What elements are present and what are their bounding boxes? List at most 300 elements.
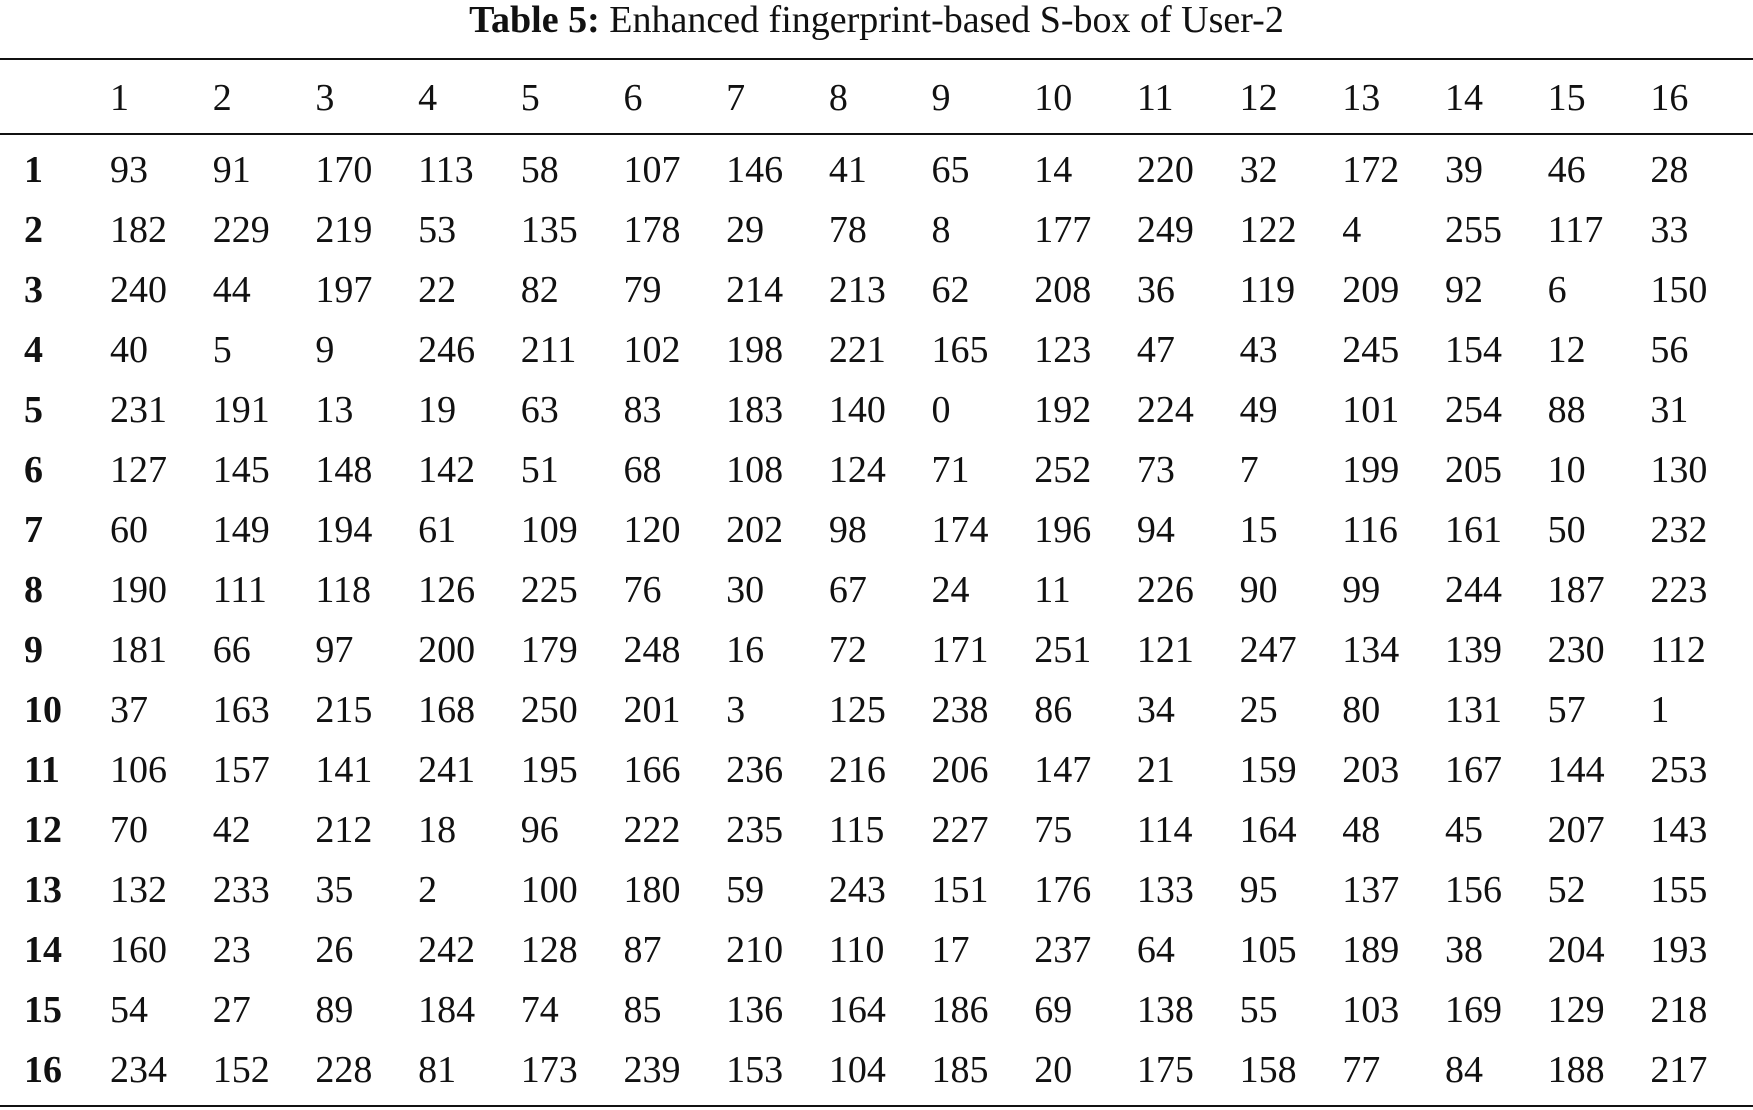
table-cell: 222 — [623, 809, 681, 851]
table-cell: 50 — [1547, 509, 1586, 551]
table-cell: 67 — [828, 569, 867, 611]
table-row — [0, 920, 1753, 980]
table-cell: 117 — [1547, 209, 1604, 251]
table-cell: 120 — [623, 509, 681, 551]
table-cell: 188 — [1547, 1049, 1605, 1091]
table-cell: 112 — [1650, 629, 1706, 671]
table-cell: 66 — [212, 629, 251, 671]
table-cell: 62 — [931, 269, 970, 311]
table-cell: 109 — [520, 509, 578, 551]
table-cell: 12 — [1547, 329, 1586, 371]
table-cell: 202 — [726, 509, 784, 551]
table-cell: 241 — [418, 749, 476, 791]
table-cell: 179 — [520, 629, 578, 671]
table-cell: 239 — [623, 1049, 681, 1091]
table-cell: 150 — [1650, 269, 1708, 311]
table-cell: 73 — [1136, 449, 1175, 491]
table-cell: 149 — [212, 509, 270, 551]
table-cell: 181 — [110, 629, 167, 671]
table-cell: 111 — [212, 569, 267, 611]
table-row — [0, 740, 1753, 800]
column-header: 7 — [726, 77, 746, 119]
column-header-table — [0, 61, 1753, 135]
table-cell: 68 — [623, 449, 662, 491]
table-cell: 106 — [110, 749, 167, 791]
table-cell: 22 — [418, 269, 457, 311]
table-cell: 207 — [1547, 809, 1605, 851]
table-cell: 96 — [520, 809, 559, 851]
table-cell: 55 — [1239, 989, 1278, 1031]
table-row — [0, 560, 1753, 620]
table-cell: 1 — [1650, 689, 1670, 731]
table-cell: 74 — [520, 989, 559, 1031]
table-cell: 228 — [315, 1049, 373, 1091]
table-cell: 178 — [623, 209, 681, 251]
table-cell: 103 — [1342, 989, 1400, 1031]
table-cell: 61 — [418, 509, 457, 551]
table-cell: 213 — [828, 269, 886, 311]
table-cell: 247 — [1239, 629, 1297, 671]
row-header: 12 — [24, 809, 62, 851]
row-header: 4 — [24, 329, 43, 371]
table-cell: 197 — [315, 269, 373, 311]
row-header: 1 — [24, 149, 43, 191]
table-cell: 37 — [110, 689, 148, 731]
table-cell: 209 — [1342, 269, 1400, 311]
table-cell: 147 — [1034, 749, 1092, 791]
row-header: 10 — [24, 689, 62, 731]
row-header: 8 — [24, 569, 43, 611]
table-cell: 100 — [520, 869, 578, 911]
table-cell: 255 — [1444, 209, 1502, 251]
top-rule — [0, 58, 1753, 60]
table-cell: 4 — [1342, 209, 1362, 251]
column-header: 14 — [1444, 77, 1483, 119]
table-cell: 35 — [315, 869, 354, 911]
table-cell: 63 — [520, 389, 559, 431]
table-cell: 224 — [1136, 389, 1194, 431]
caption-text: Enhanced fingerprint-based S-box of User-2 — [609, 0, 1284, 41]
table-cell: 251 — [1034, 629, 1092, 671]
table-cell: 200 — [418, 629, 476, 671]
table-cell: 56 — [1650, 329, 1689, 371]
row-header: 9 — [24, 629, 43, 671]
table-row — [0, 500, 1753, 560]
table-cell: 69 — [1034, 989, 1073, 1031]
table-cell: 170 — [315, 149, 373, 191]
table-cell: 229 — [212, 209, 270, 251]
table-row — [0, 620, 1753, 680]
table-cell: 94 — [1136, 509, 1175, 551]
table-cell: 198 — [726, 329, 784, 371]
column-header: 1 — [110, 77, 129, 119]
table-cell: 193 — [1650, 929, 1708, 971]
table-cell: 196 — [1034, 509, 1092, 551]
table-cell: 49 — [1239, 389, 1278, 431]
table-cell: 83 — [623, 389, 662, 431]
row-header: 16 — [24, 1049, 62, 1091]
table-cell: 172 — [1342, 149, 1400, 191]
table-cell: 8 — [931, 209, 951, 251]
table-cell: 65 — [931, 149, 970, 191]
table-cell: 52 — [1547, 869, 1586, 911]
table-row — [0, 380, 1753, 440]
table-cell: 124 — [828, 449, 886, 491]
table-cell: 32 — [1239, 149, 1278, 191]
table-cell: 199 — [1342, 449, 1400, 491]
bottom-rule — [0, 1105, 1753, 1107]
table-cell: 34 — [1136, 689, 1175, 731]
table-row — [0, 320, 1753, 380]
table-cell: 93 — [110, 149, 148, 191]
table-cell: 155 — [1650, 869, 1708, 911]
table-cell: 23 — [212, 929, 251, 971]
table-cell: 254 — [1444, 389, 1502, 431]
column-header: 10 — [1034, 77, 1073, 119]
table-cell: 10 — [1547, 449, 1586, 491]
table-cell: 183 — [726, 389, 784, 431]
table-cell: 192 — [1034, 389, 1092, 431]
table-cell: 236 — [726, 749, 784, 791]
table-cell: 45 — [1444, 809, 1483, 851]
table-row — [0, 680, 1753, 740]
table-row — [0, 860, 1753, 920]
table-cell: 101 — [1342, 389, 1400, 431]
table-cell: 78 — [828, 209, 867, 251]
table-cell: 98 — [828, 509, 867, 551]
table-cell: 47 — [1136, 329, 1175, 371]
table-cell: 90 — [1239, 569, 1278, 611]
table-row — [0, 1040, 1753, 1100]
table-cell: 136 — [726, 989, 784, 1031]
table-cell: 64 — [1136, 929, 1175, 971]
table-cell: 119 — [1239, 269, 1296, 311]
table-cell: 86 — [1034, 689, 1073, 731]
row-header: 2 — [24, 209, 43, 251]
table-cell: 91 — [212, 149, 251, 191]
table-cell: 234 — [110, 1049, 167, 1091]
table-row — [0, 980, 1753, 1040]
table-cell: 97 — [315, 629, 354, 671]
table-cell: 145 — [212, 449, 270, 491]
table-cell: 25 — [1239, 689, 1278, 731]
table-cell: 211 — [520, 329, 577, 371]
table-cell: 169 — [1444, 989, 1502, 1031]
table-cell: 88 — [1547, 389, 1586, 431]
table-cell: 114 — [1136, 809, 1193, 851]
caption-label: Table 5: — [469, 0, 600, 41]
table-cell: 130 — [1650, 449, 1708, 491]
table-cell: 53 — [418, 209, 457, 251]
column-header: 6 — [623, 77, 643, 119]
table-cell: 140 — [828, 389, 886, 431]
table-cell: 144 — [1547, 749, 1605, 791]
table-cell: 84 — [1444, 1049, 1483, 1091]
table-cell: 249 — [1136, 209, 1194, 251]
table-cell: 15 — [1239, 509, 1278, 551]
table-cell: 42 — [212, 809, 251, 851]
table-cell: 16 — [726, 629, 765, 671]
table-cell: 235 — [726, 809, 784, 851]
table-cell: 70 — [110, 809, 148, 851]
table-cell: 79 — [623, 269, 662, 311]
table-cell: 201 — [623, 689, 681, 731]
table-cell: 129 — [1547, 989, 1605, 1031]
table-cell: 44 — [212, 269, 251, 311]
table-cell: 127 — [110, 449, 167, 491]
column-header: 15 — [1547, 77, 1586, 119]
table-cell: 131 — [1444, 689, 1502, 731]
table-caption — [0, 0, 1753, 40]
table-cell: 186 — [931, 989, 989, 1031]
table-cell: 216 — [828, 749, 886, 791]
column-header-row — [0, 61, 1753, 135]
table-cell: 165 — [931, 329, 989, 371]
table-cell: 85 — [623, 989, 662, 1031]
table-cell: 137 — [1342, 869, 1400, 911]
table-cell: 219 — [315, 209, 373, 251]
table-cell: 102 — [623, 329, 681, 371]
table-cell: 18 — [418, 809, 457, 851]
table-cell: 157 — [212, 749, 270, 791]
row-header: 13 — [24, 869, 62, 911]
column-header: 13 — [1342, 77, 1381, 119]
table-cell: 24 — [931, 569, 970, 611]
table-cell: 205 — [1444, 449, 1502, 491]
table-cell: 75 — [1034, 809, 1073, 851]
table-cell: 0 — [931, 389, 951, 431]
table-cell: 71 — [931, 449, 970, 491]
table-cell: 240 — [110, 269, 167, 311]
table-cell: 152 — [212, 1049, 270, 1091]
table-cell: 121 — [1136, 629, 1194, 671]
table-cell: 142 — [418, 449, 476, 491]
table-cell: 128 — [520, 929, 578, 971]
table-cell: 7 — [1239, 449, 1259, 491]
table-cell: 185 — [931, 1049, 989, 1091]
table-cell: 233 — [212, 869, 270, 911]
table-cell: 9 — [315, 329, 335, 371]
table-cell: 168 — [418, 689, 476, 731]
table-cell: 180 — [623, 869, 681, 911]
table-cell: 208 — [1034, 269, 1092, 311]
table-cell: 6 — [1547, 269, 1567, 311]
column-header: 4 — [418, 77, 438, 119]
table-cell: 5 — [212, 329, 232, 371]
table-cell: 30 — [726, 569, 765, 611]
table-cell: 105 — [1239, 929, 1297, 971]
table-cell: 77 — [1342, 1049, 1381, 1091]
table-row — [0, 140, 1753, 200]
table-cell: 115 — [828, 809, 885, 851]
table-cell: 58 — [520, 149, 559, 191]
table-cell: 80 — [1342, 689, 1381, 731]
table-cell: 174 — [931, 509, 989, 551]
table-cell: 182 — [110, 209, 167, 251]
table-cell: 141 — [315, 749, 373, 791]
table-cell: 243 — [828, 869, 886, 911]
table-cell: 107 — [623, 149, 681, 191]
table-cell: 210 — [726, 929, 784, 971]
row-header: 3 — [24, 269, 43, 311]
table-cell: 215 — [315, 689, 373, 731]
column-header: 3 — [315, 77, 335, 119]
table-cell: 190 — [110, 569, 167, 611]
column-header: 12 — [1239, 77, 1278, 119]
table-cell: 195 — [520, 749, 578, 791]
row-header: 5 — [24, 389, 43, 431]
table-cell: 151 — [931, 869, 989, 911]
column-header: 9 — [931, 77, 951, 119]
table-cell: 125 — [828, 689, 886, 731]
table-cell: 33 — [1650, 209, 1689, 251]
table-cell: 220 — [1136, 149, 1194, 191]
table-cell: 177 — [1034, 209, 1092, 251]
table-cell: 252 — [1034, 449, 1092, 491]
table-cell: 14 — [1034, 149, 1073, 191]
table-cell: 72 — [828, 629, 867, 671]
table-cell: 161 — [1444, 509, 1502, 551]
table-cell: 133 — [1136, 869, 1194, 911]
table-cell: 223 — [1650, 569, 1708, 611]
table-cell: 99 — [1342, 569, 1381, 611]
table-cell: 139 — [1444, 629, 1502, 671]
table-cell: 159 — [1239, 749, 1297, 791]
column-header: 2 — [212, 77, 232, 119]
header-rule — [0, 133, 1753, 135]
table-cell: 250 — [520, 689, 578, 731]
table-cell: 184 — [418, 989, 476, 1031]
table-cell: 146 — [726, 149, 784, 191]
table-cell: 59 — [726, 869, 765, 911]
table-cell: 245 — [1342, 329, 1400, 371]
table-cell: 218 — [1650, 989, 1708, 1031]
corner-cell — [0, 61, 110, 135]
table-cell: 166 — [623, 749, 681, 791]
table-cell: 164 — [828, 989, 886, 1031]
table-cell: 176 — [1034, 869, 1092, 911]
table-cell: 132 — [110, 869, 167, 911]
table-row — [0, 440, 1753, 500]
table-row — [0, 800, 1753, 860]
row-header: 15 — [24, 989, 62, 1031]
table-cell: 31 — [1650, 389, 1689, 431]
table-cell: 17 — [931, 929, 970, 971]
table-cell: 173 — [520, 1049, 578, 1091]
table-cell: 167 — [1444, 749, 1502, 791]
table-cell: 191 — [212, 389, 270, 431]
table-cell: 27 — [212, 989, 251, 1031]
table-cell: 51 — [520, 449, 559, 491]
table-cell: 253 — [1650, 749, 1708, 791]
column-header: 8 — [828, 77, 848, 119]
table-cell: 248 — [623, 629, 681, 671]
table-cell: 238 — [931, 689, 989, 731]
table-cell: 95 — [1239, 869, 1278, 911]
table-cell: 135 — [520, 209, 578, 251]
table-cell: 153 — [726, 1049, 784, 1091]
table-cell: 54 — [110, 989, 148, 1031]
table-cell: 227 — [931, 809, 989, 851]
row-header: 6 — [24, 449, 43, 491]
table-cell: 126 — [418, 569, 476, 611]
table-cell: 230 — [1547, 629, 1605, 671]
table-cell: 13 — [315, 389, 354, 431]
table-cell: 104 — [828, 1049, 886, 1091]
table-cell: 21 — [1136, 749, 1175, 791]
table-cell: 246 — [418, 329, 476, 371]
table-cell: 148 — [315, 449, 373, 491]
table-cell: 110 — [828, 929, 885, 971]
table-cell: 89 — [315, 989, 354, 1031]
table-cell: 204 — [1547, 929, 1605, 971]
table-cell: 138 — [1136, 989, 1194, 1031]
table-cell: 57 — [1547, 689, 1586, 731]
table-cell: 123 — [1034, 329, 1092, 371]
table-cell: 41 — [828, 149, 867, 191]
table-cell: 26 — [315, 929, 354, 971]
table-cell: 237 — [1034, 929, 1092, 971]
table-cell: 39 — [1444, 149, 1483, 191]
table-cell: 214 — [726, 269, 784, 311]
table-cell: 221 — [828, 329, 886, 371]
column-header: 16 — [1650, 77, 1689, 119]
table-cell: 154 — [1444, 329, 1502, 371]
table-cell: 187 — [1547, 569, 1605, 611]
table-cell: 38 — [1444, 929, 1483, 971]
table-cell: 113 — [418, 149, 474, 191]
table-cell: 108 — [726, 449, 784, 491]
table-cell: 156 — [1444, 869, 1502, 911]
table-cell: 36 — [1136, 269, 1175, 311]
table-cell: 28 — [1650, 149, 1689, 191]
table-cell: 92 — [1444, 269, 1483, 311]
table-cell: 143 — [1650, 809, 1708, 851]
table-cell: 81 — [418, 1049, 457, 1091]
table-cell: 163 — [212, 689, 270, 731]
table-cell: 118 — [315, 569, 371, 611]
table-cell: 158 — [1239, 1049, 1297, 1091]
table-cell: 2 — [418, 869, 438, 911]
row-header: 14 — [24, 929, 62, 971]
table-cell: 226 — [1136, 569, 1194, 611]
table-cell: 3 — [726, 689, 746, 731]
table-cell: 160 — [110, 929, 167, 971]
table-cell: 43 — [1239, 329, 1278, 371]
table-cell: 206 — [931, 749, 989, 791]
table-cell: 242 — [418, 929, 476, 971]
table-cell: 232 — [1650, 509, 1708, 551]
table-cell: 134 — [1342, 629, 1400, 671]
table-cell: 189 — [1342, 929, 1400, 971]
table-cell: 20 — [1034, 1049, 1073, 1091]
column-header: 5 — [520, 77, 540, 119]
column-header: 11 — [1136, 77, 1174, 119]
table-cell: 40 — [110, 329, 148, 371]
table-cell: 175 — [1136, 1049, 1194, 1091]
row-header: 7 — [24, 509, 43, 551]
table-cell: 171 — [931, 629, 989, 671]
table-cell: 76 — [623, 569, 662, 611]
table-cell: 29 — [726, 209, 765, 251]
table-cell: 46 — [1547, 149, 1586, 191]
table-row — [0, 200, 1753, 260]
table-cell: 212 — [315, 809, 373, 851]
table-row — [0, 260, 1753, 320]
table-cell: 116 — [1342, 509, 1398, 551]
table-cell: 203 — [1342, 749, 1400, 791]
table-cell: 244 — [1444, 569, 1502, 611]
